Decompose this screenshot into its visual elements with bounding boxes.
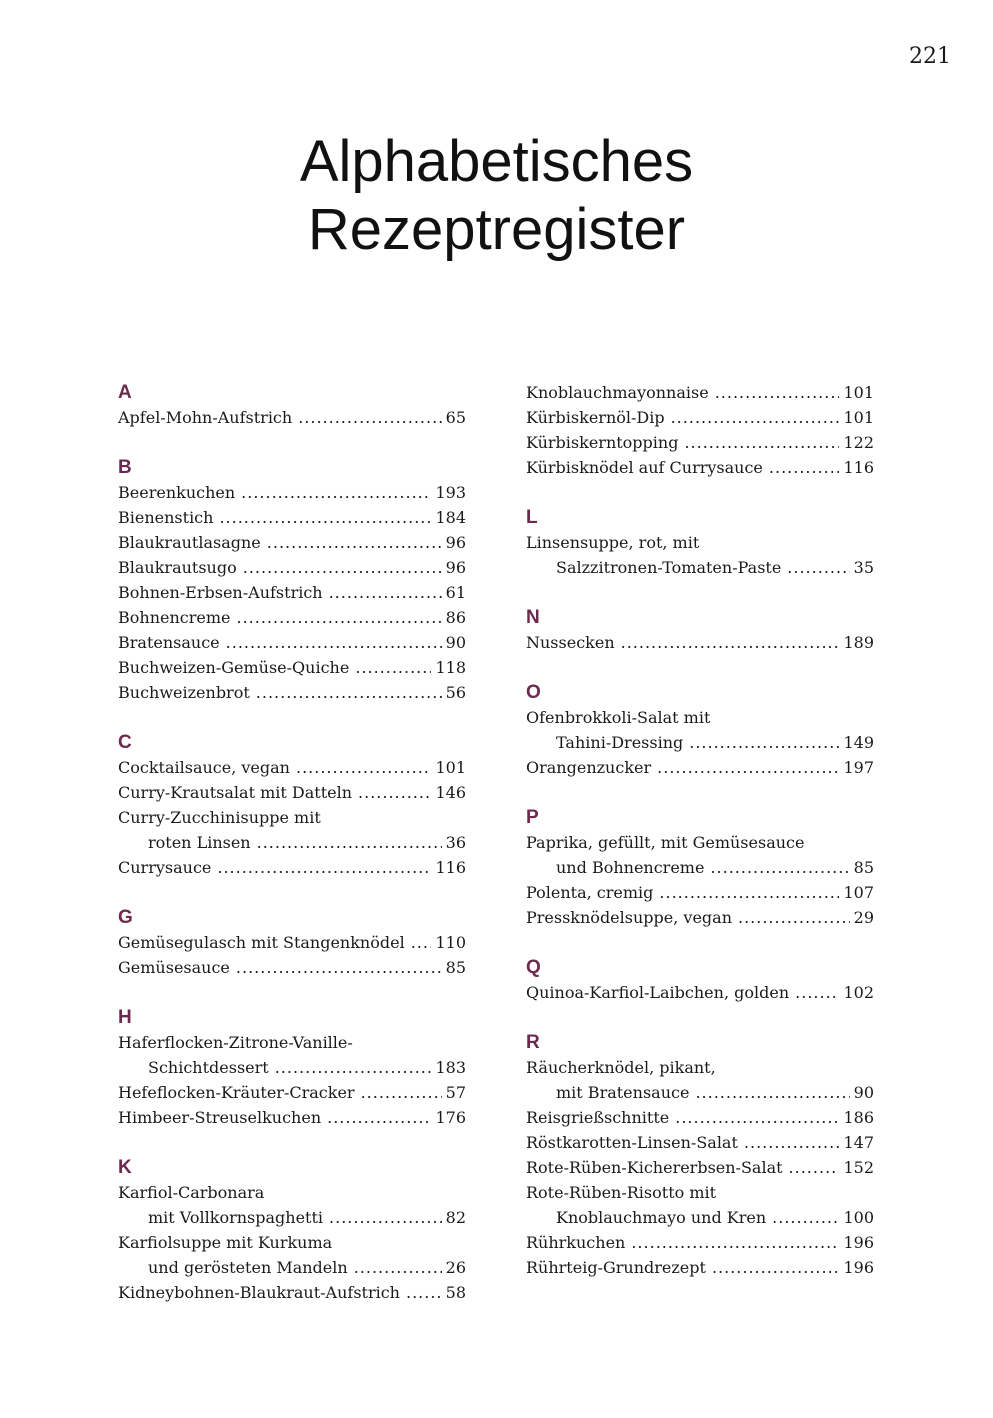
index-entry [118, 930, 466, 955]
index-entry [118, 1030, 466, 1080]
index-section [526, 605, 874, 655]
index-entry [526, 980, 874, 1005]
recipe-name: Knoblauchmayonnaise [526, 383, 709, 402]
page-ref: 197 [843, 758, 874, 777]
index-entry [526, 755, 874, 780]
recipe-name: Orangenzucker [526, 758, 652, 777]
recipe-name: Pressknödelsuppe, vegan [526, 908, 732, 927]
dot-leader [296, 755, 431, 780]
dot-leader [744, 1130, 840, 1155]
recipe-name: Polenta, cremig [526, 883, 654, 902]
title-line-2: Rezeptregister [307, 197, 686, 262]
recipe-name: Rührteig-Grundrezept [526, 1258, 706, 1277]
page-ref: 101 [843, 408, 874, 427]
page-ref: 101 [843, 383, 874, 402]
page-ref: 26 [445, 1258, 466, 1277]
entry-line [526, 405, 874, 430]
index-column-left [118, 380, 466, 1330]
dot-leader [675, 1105, 839, 1130]
dot-leader [684, 430, 839, 455]
entry-line [118, 505, 466, 530]
recipe-name: Bienenstich [118, 508, 214, 527]
index-section [118, 905, 466, 980]
dot-leader [355, 655, 431, 680]
entry-line [526, 1205, 874, 1230]
index-column-right [526, 380, 874, 1305]
section-letter: B [118, 457, 132, 478]
index-entry [118, 630, 466, 655]
recipe-name: Schichtdessert [148, 1058, 269, 1077]
index-entry [118, 805, 466, 855]
recipe-name: Karfiol-Carbonara [118, 1183, 265, 1202]
entry-line [526, 630, 874, 655]
page-ref: 101 [435, 758, 466, 777]
recipe-name: mit Bratensauce [556, 1083, 690, 1102]
recipe-name: Bohnen-Erbsen-Aufstrich [118, 583, 323, 602]
recipe-name: Salzzitronen-Tomaten-Paste [556, 558, 782, 577]
recipe-name: Blaukrautsugo [118, 558, 237, 577]
entry-line [526, 1155, 874, 1180]
recipe-name: und gerösteten Mandeln [148, 1258, 348, 1277]
recipe-name: Reisgrießschnitte [526, 1108, 670, 1127]
recipe-name: Linsensuppe, rot, mit [526, 533, 700, 552]
recipe-name: roten Linsen [148, 833, 251, 852]
index-entry [526, 1180, 874, 1230]
recipe-name: Buchweizenbrot [118, 683, 250, 702]
index-entry [526, 1105, 874, 1130]
recipe-name: Buchweizen-Gemüse-Quiche [118, 658, 350, 677]
entry-line [118, 930, 466, 955]
dot-leader [256, 680, 442, 705]
page-ref: 90 [853, 1083, 874, 1102]
page-ref: 116 [435, 858, 466, 877]
entry-line [526, 730, 874, 755]
recipe-name: Blaukrautlasagne [118, 533, 261, 552]
entry-line [526, 1130, 874, 1155]
recipe-name: Bratensauce [118, 633, 220, 652]
index-entry [526, 380, 874, 405]
index-entry [118, 605, 466, 630]
entry-line [118, 530, 466, 555]
recipe-name: Kürbiskerntopping [526, 433, 679, 452]
recipe-name: Gemüsesauce [118, 958, 230, 977]
page-ref: 196 [843, 1258, 874, 1277]
entry-line [118, 1180, 466, 1205]
entry-line [526, 1180, 874, 1205]
recipe-name: Quinoa-Karfiol-Laibchen, golden [526, 983, 790, 1002]
recipe-name: Hefeflocken-Kräuter-Cracker [118, 1083, 355, 1102]
recipe-name: Currysauce [118, 858, 212, 877]
recipe-name: und Bohnencreme [556, 858, 705, 877]
entry-line [526, 1230, 874, 1255]
dot-leader [789, 1155, 840, 1180]
recipe-name: Knoblauchmayo und Kren [556, 1208, 767, 1227]
index-entry [526, 705, 874, 755]
entry-line [118, 580, 466, 605]
recipe-name: Curry-Krautsalat mit Datteln [118, 783, 353, 802]
index-entry [526, 405, 874, 430]
entry-line [118, 1080, 466, 1105]
recipe-name: Rote-Rüben-Risotto mit [526, 1183, 717, 1202]
page-ref: 102 [843, 983, 874, 1002]
index-entry [526, 1230, 874, 1255]
entry-line [118, 1255, 466, 1280]
entry-line [526, 1055, 874, 1080]
index-section [526, 805, 874, 930]
dot-leader [695, 1080, 849, 1105]
page-number: 221 [909, 44, 951, 69]
page-ref: 110 [435, 933, 466, 952]
section-letter: P [526, 807, 539, 828]
index-entry [118, 755, 466, 780]
dot-leader [738, 905, 850, 930]
index-section [118, 455, 466, 705]
page-ref: 61 [445, 583, 466, 602]
title-line-1: Alphabetisches [299, 129, 694, 194]
page-ref: 149 [843, 733, 874, 752]
index-entry [118, 955, 466, 980]
entry-line [526, 705, 874, 730]
dot-leader [631, 1230, 839, 1255]
recipe-name: Beerenkuchen [118, 483, 236, 502]
dot-leader [795, 980, 839, 1005]
section-letter: G [118, 907, 133, 928]
dot-leader [671, 405, 840, 430]
index-entry [526, 830, 874, 880]
entry-line [526, 1105, 874, 1130]
entry-line [118, 1280, 466, 1305]
entry-line [118, 1030, 466, 1055]
entry-line [118, 680, 466, 705]
dot-leader [659, 880, 839, 905]
index-entry [526, 1155, 874, 1180]
section-letter: C [118, 732, 132, 753]
entry-line [526, 530, 874, 555]
index-entry [526, 1055, 874, 1105]
dot-leader [406, 1280, 442, 1305]
page-ref: 186 [843, 1108, 874, 1127]
page-ref: 57 [445, 1083, 466, 1102]
index-section [118, 1005, 466, 1130]
recipe-name: Räucherknödel, pikant, [526, 1058, 716, 1077]
index-section [118, 730, 466, 880]
dot-leader [219, 505, 431, 530]
entry-line [118, 855, 466, 880]
page-ref: 189 [843, 633, 874, 652]
page-ref: 65 [445, 408, 466, 427]
page-ref: 100 [843, 1208, 874, 1227]
recipe-name: mit Vollkornspaghetti [148, 1208, 324, 1227]
index-entry [526, 630, 874, 655]
page-ref: 82 [445, 1208, 466, 1227]
section-letter: Q [526, 957, 541, 978]
index-entry [118, 405, 466, 430]
index-entry [118, 555, 466, 580]
dot-leader [257, 830, 442, 855]
index-entry [118, 1280, 466, 1305]
recipe-name: Karfiolsuppe mit Kurkuma [118, 1233, 333, 1252]
index-section [526, 380, 874, 480]
dot-leader [243, 555, 442, 580]
section-letter: H [118, 1007, 132, 1028]
page-ref: 85 [853, 858, 874, 877]
index-entry [118, 655, 466, 680]
dot-leader [354, 1255, 442, 1280]
index-section [526, 955, 874, 1005]
dot-leader [275, 1055, 432, 1080]
entry-line [118, 1055, 466, 1080]
index-entry [118, 530, 466, 555]
recipe-name: Haferflocken-Zitrone-Vanille- [118, 1033, 353, 1052]
dot-leader [236, 955, 442, 980]
page-ref: 146 [435, 783, 466, 802]
entry-line [526, 980, 874, 1005]
entry-line [526, 555, 874, 580]
index-entry [526, 530, 874, 580]
page-ref: 86 [445, 608, 466, 627]
page-ref: 183 [435, 1058, 466, 1077]
dot-leader [358, 780, 431, 805]
index-entry [526, 1130, 874, 1155]
entry-line [526, 430, 874, 455]
dot-leader [241, 480, 431, 505]
page-ref: 184 [435, 508, 466, 527]
index-entry [526, 880, 874, 905]
page-ref: 196 [843, 1233, 874, 1252]
entry-line [526, 905, 874, 930]
page-ref: 96 [445, 558, 466, 577]
entry-line [118, 605, 466, 630]
dot-leader [772, 1205, 839, 1230]
page-ref: 176 [435, 1108, 466, 1127]
entry-line [118, 1105, 466, 1130]
recipe-name: Bohnencreme [118, 608, 231, 627]
page-ref: 147 [843, 1133, 874, 1152]
recipe-name: Gemüsegulasch mit Stangenknödel [118, 933, 405, 952]
index-section [118, 1155, 466, 1305]
index-entry [118, 780, 466, 805]
dot-leader [226, 630, 442, 655]
entry-line [118, 655, 466, 680]
dot-leader [710, 855, 849, 880]
entry-line [118, 405, 466, 430]
entry-line [526, 830, 874, 855]
recipe-name: Kürbiskernöl-Dip [526, 408, 665, 427]
dot-leader [217, 855, 431, 880]
dot-leader [237, 605, 442, 630]
page-ref: 36 [445, 833, 466, 852]
page-ref: 152 [843, 1158, 874, 1177]
section-letter: O [526, 682, 541, 703]
entry-line [118, 1230, 466, 1255]
page-ref: 96 [445, 533, 466, 552]
dot-leader [769, 455, 840, 480]
entry-line [118, 755, 466, 780]
entry-line [118, 555, 466, 580]
recipe-name: Kidneybohnen-Blaukraut-Aufstrich [118, 1283, 400, 1302]
section-letter: A [118, 382, 132, 403]
recipe-name: Apfel-Mohn-Aufstrich [118, 408, 293, 427]
page-ref: 90 [445, 633, 466, 652]
entry-line [118, 630, 466, 655]
index-entry [118, 1105, 466, 1130]
recipe-name: Rührkuchen [526, 1233, 626, 1252]
dot-leader [329, 580, 442, 605]
page-ref: 107 [843, 883, 874, 902]
index-entry [118, 480, 466, 505]
recipe-name: Curry-Zucchinisuppe mit [118, 808, 321, 827]
recipe-name: Paprika, gefüllt, mit Gemüsesauce [526, 833, 805, 852]
entry-line [118, 830, 466, 855]
entry-line [526, 755, 874, 780]
dot-leader [411, 930, 432, 955]
entry-line [526, 380, 874, 405]
recipe-name: Himbeer-Streuselkuchen [118, 1108, 322, 1127]
page-ref: 193 [435, 483, 466, 502]
recipe-name: Kürbisknödel auf Currysauce [526, 458, 763, 477]
section-letter: N [526, 607, 540, 628]
index-entry [118, 1080, 466, 1105]
dot-leader [298, 405, 441, 430]
entry-line [118, 1205, 466, 1230]
recipe-name: Tahini-Dressing [556, 733, 684, 752]
dot-leader [712, 1255, 840, 1280]
dot-leader [715, 380, 840, 405]
index-section [526, 1030, 874, 1280]
page-ref: 118 [435, 658, 466, 677]
index-entry [526, 905, 874, 930]
dot-leader [787, 555, 849, 580]
index-entry [526, 455, 874, 480]
index-entry [526, 1255, 874, 1280]
page-ref: 58 [445, 1283, 466, 1302]
dot-leader [327, 1105, 431, 1130]
entry-line [526, 855, 874, 880]
index-entry [118, 680, 466, 705]
recipe-name: Rote-Rüben-Kichererbsen-Salat [526, 1158, 783, 1177]
page-ref: 116 [843, 458, 874, 477]
index-section [526, 505, 874, 580]
index-entry [118, 580, 466, 605]
entry-line [118, 780, 466, 805]
entry-line [118, 805, 466, 830]
entry-line [118, 480, 466, 505]
index-section [118, 380, 466, 430]
recipe-name: Cocktailsauce, vegan [118, 758, 290, 777]
dot-leader [621, 630, 840, 655]
dot-leader [267, 530, 442, 555]
dot-leader [657, 755, 839, 780]
page-ref: 122 [843, 433, 874, 452]
page-ref: 56 [445, 683, 466, 702]
index-entry [118, 505, 466, 530]
index-entry [118, 1180, 466, 1230]
index-entry [118, 855, 466, 880]
entry-line [526, 1255, 874, 1280]
page-ref: 85 [445, 958, 466, 977]
recipe-name: Nussecken [526, 633, 615, 652]
index-entry [118, 1230, 466, 1280]
page-ref: 29 [853, 908, 874, 927]
index-entry [526, 430, 874, 455]
section-letter: K [118, 1157, 132, 1178]
index-section [526, 680, 874, 780]
entry-line [526, 880, 874, 905]
dot-leader [361, 1080, 442, 1105]
page-ref: 35 [853, 558, 874, 577]
recipe-name: Röstkarotten-Linsen-Salat [526, 1133, 738, 1152]
dot-leader [689, 730, 839, 755]
page-title [0, 128, 993, 264]
entry-line [118, 955, 466, 980]
section-letter: R [526, 1032, 540, 1053]
section-letter: L [526, 507, 538, 528]
entry-line [526, 455, 874, 480]
entry-line [526, 1080, 874, 1105]
dot-leader [329, 1205, 442, 1230]
recipe-name: Ofenbrokkoli-Salat mit [526, 708, 711, 727]
